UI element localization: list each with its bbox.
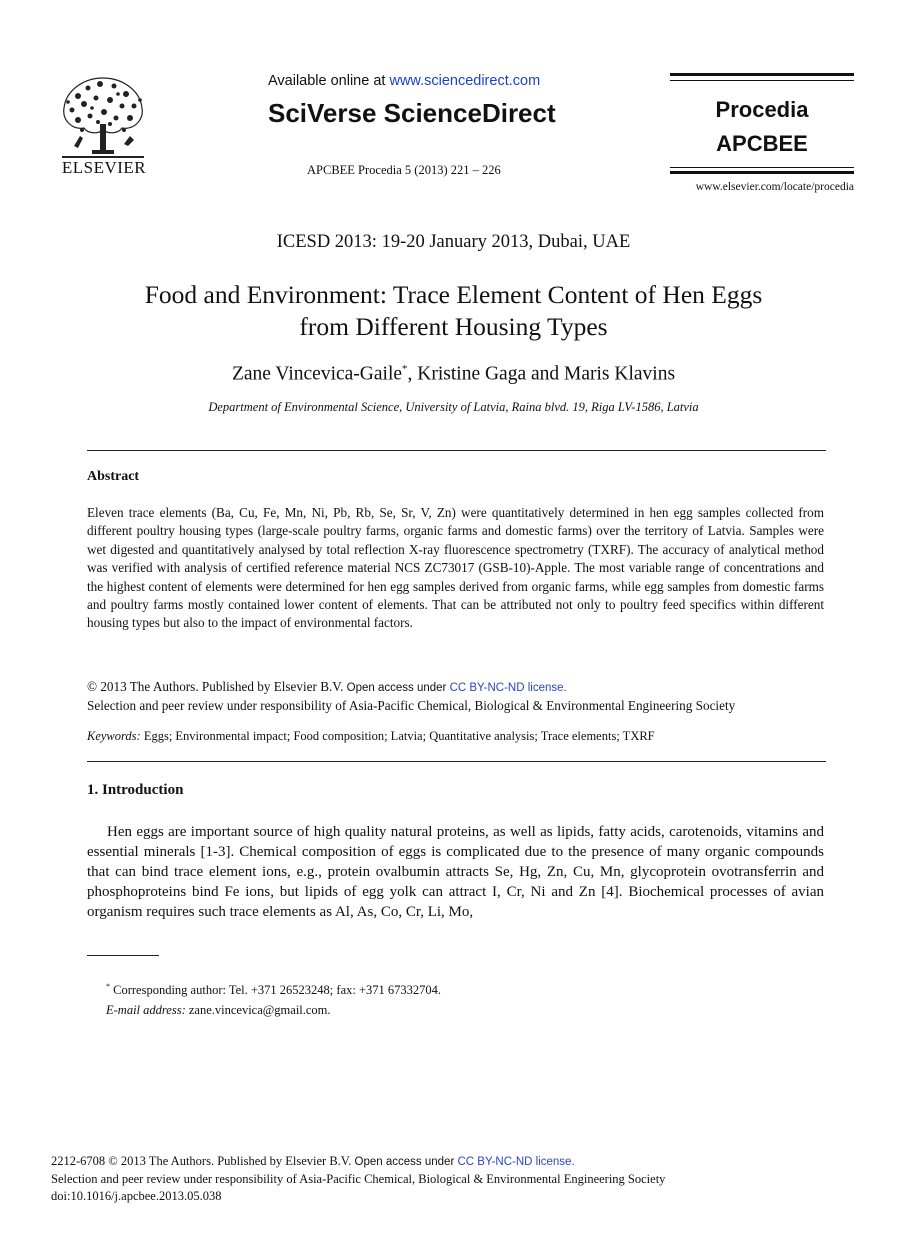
journal-name bbox=[670, 93, 854, 161]
affiliation: Department of Environmental Science, University of Latvia, Raina blvd. 19, Riga LV-1586, Latvia bbox=[208, 400, 699, 414]
abstract-top-rule bbox=[87, 450, 826, 451]
corresponding-mark: * bbox=[402, 363, 408, 375]
copyright-text: © 2013 The Authors. Published by Elsevier B.V. bbox=[87, 679, 344, 694]
author-others: , Kristine Gaga and Maris Klavins bbox=[407, 363, 676, 385]
author-list bbox=[0, 363, 907, 386]
conference-info: ICESD 2013: 19-20 January 2013, Dubai, UAE bbox=[276, 232, 631, 252]
sciencedirect-link[interactable]: www.sciencedirect.com bbox=[389, 73, 541, 89]
journal-name-line2: APCBEE bbox=[716, 131, 808, 156]
abstract-copyright bbox=[87, 678, 827, 714]
title-line1: Food and Environment: Trace Element Content of Hen Eggs bbox=[144, 280, 763, 309]
footnote-mark: * bbox=[106, 982, 110, 991]
paper-title bbox=[60, 279, 847, 343]
keywords-label: Keywords: bbox=[87, 729, 141, 743]
keywords bbox=[87, 729, 827, 744]
journal-reference: APCBEE Procedia 5 (2013) 221 – 226 bbox=[307, 163, 501, 177]
footnote-rule bbox=[87, 955, 159, 956]
introduction-text: Hen eggs are important source of high quality natural proteins, as well as lipids, fatty acids, carotenoids, vitamins and essential minerals [1-3]. Chemical composition of eggs is complicated due to the presence of many organic compounds that can bind trace element ions, e.g., protein ovalbumin attracts Se, Hg, Zn, Cu, Mn, glycoprotein ovotransferrin and phosphoproteins bind Fe ions, but lipids of egg yolk can attract I, Cr, Ni and Zn [4]. Biochemical processes of avian organism requires such trace elements as Al, As, Co, Cr, Li, Mo, bbox=[87, 824, 824, 920]
abstract-heading: Abstract bbox=[87, 469, 140, 484]
section-heading-introduction: 1. Introduction bbox=[87, 782, 184, 798]
available-prefix: Available online at bbox=[268, 73, 390, 89]
platform-name: SciVerse ScienceDirect bbox=[268, 98, 556, 128]
available-online bbox=[268, 73, 568, 89]
title-line2: from Different Housing Types bbox=[299, 312, 608, 341]
footer-peer-review: Selection and peer review under responsibility of Asia-Pacific Chemical, Biological & Environmental Engineering Society bbox=[51, 1172, 666, 1186]
peer-review-text: Selection and peer review under responsibility of Asia-Pacific Chemical, Biological & Environmental Engineering Society bbox=[87, 698, 736, 713]
footer-issn-copyright: 2212-6708 © 2013 The Authors. Published by Elsevier B.V. bbox=[51, 1154, 352, 1168]
license-link[interactable]: CC BY-NC-ND license. bbox=[449, 682, 567, 694]
email-label: E-mail address: bbox=[106, 1003, 186, 1018]
footnote bbox=[106, 977, 806, 1020]
abstract-text: Eleven trace elements (Ba, Cu, Fe, Mn, Ni, Pb, Rb, Se, Sr, V, Zn) were quantitatively determined in hen egg samples collected from different poultry housing types (large-scale poultry farms, organic farms and domestic farms) over the territory of Latvia. Samples were wet digested and quantitatively analysed by total reflection X-ray fluorescence spectrometry (TXRF). The accuracy of analytical method was verified with analysis of certified reference material NCS ZC73017 (GSB-10)-Apple. The most variable range of concentrations and the highest content of elements were determined for hen egg samples derived from organic farms, while egg samples from domestic farms and poultry farms mostly contained lower content of elements. That can be attributed not only to poultry feed specifics within different housing types but also to the impact of environmental factors. bbox=[87, 505, 824, 631]
author-corresponding: Zane Vincevica-Gaile bbox=[231, 363, 403, 385]
abstract-bottom-rule bbox=[87, 761, 826, 762]
journal-url[interactable]: www.elsevier.com/locate/procedia bbox=[695, 181, 854, 193]
page-footer bbox=[51, 1153, 831, 1205]
footer-doi[interactable]: doi:10.1016/j.apcbee.2013.05.038 bbox=[51, 1189, 222, 1203]
corresponding-author-info: Corresponding author: Tel. +371 26523248; fax: +371 67332704. bbox=[110, 983, 442, 998]
footer-open-access: Open access under bbox=[351, 1156, 458, 1168]
publisher-logo-text: ELSEVIER bbox=[61, 158, 147, 177]
footer-license-link[interactable]: CC BY-NC-ND license. bbox=[457, 1156, 575, 1168]
journal-name-line1: Procedia bbox=[715, 97, 809, 122]
open-access-text: Open access under bbox=[343, 682, 450, 694]
keywords-list: Eggs; Environmental impact; Food composition; Latvia; Quantitative analysis; Trace elements; TXRF bbox=[140, 729, 655, 743]
email-address[interactable]: zane.vincevica@gmail.com. bbox=[185, 1003, 331, 1018]
